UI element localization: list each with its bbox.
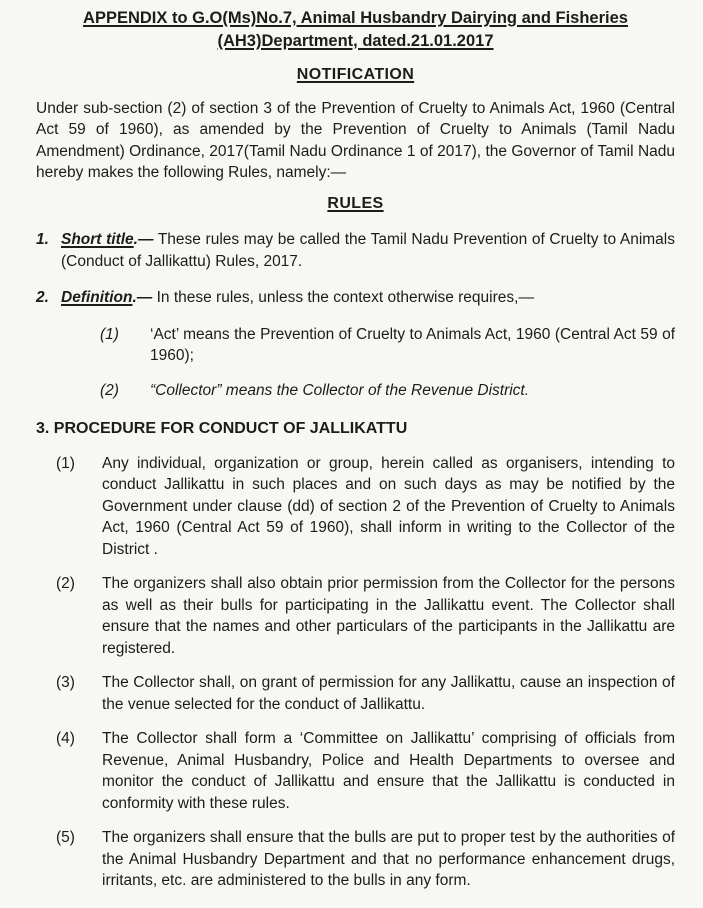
document-title-line2: (AH3)Department, dated.21.01.2017 [217, 32, 494, 50]
section3-item-2 [56, 573, 675, 659]
item-text: The organizers shall also obtain prior permission from the Collector for the persons as well as their bulls for participating in the Jallikattu event. The Collector shall ensure that the names and other particulars of the participants in the Jallikattu are registered. [102, 575, 675, 657]
item-number: (2) [56, 575, 75, 593]
rules-heading: RULES [327, 194, 384, 212]
rule-separator: .— [133, 231, 154, 248]
rule-short-title [36, 229, 675, 272]
document-title [36, 7, 675, 53]
notification-heading: NOTIFICATION [296, 66, 415, 83]
rule-term: Definition [61, 289, 133, 306]
definition-number: (1) [100, 325, 119, 343]
definition-item-act [100, 324, 675, 367]
rule-body [61, 287, 675, 309]
item-number: (4) [56, 730, 75, 748]
item-text: The Collector shall, on grant of permission for any Jallikattu, cause an inspection of the venue selected for the conduct of Jallikattu. [102, 674, 675, 713]
definition-text: ‘Act’ means the Prevention of Cruelty to Animals Act, 1960 (Central Act 59 of 1960); [150, 325, 675, 364]
document-title-line1: APPENDIX to G.O(Ms)No.7, Animal Husbandry Dairying and Fisheries [83, 9, 628, 27]
rule-number: 2. [36, 289, 49, 306]
section3-heading: 3. PROCEDURE FOR CONDUCT OF JALLIKATTU [36, 420, 408, 437]
rule-text: These rules may be called the Tamil Nadu Prevention of Cruelty to Animals (Conduct of Jallikattu) Rules, 2017. [61, 231, 675, 270]
rule-definition [36, 287, 675, 309]
item-number: (1) [56, 454, 75, 472]
item-text: Any individual, organization or group, herein called as organisers, intending to conduct Jallikattu in such places and on such days as may be notified by the Government under clause (dd) of section 2 of the Prevention of Cruelty to Animals Act, 1960 (Central Act 59 of 1960), shall inform in writing to the Collector of the District . [102, 454, 675, 558]
definition-item-collector [100, 380, 675, 402]
section3-item-5 [56, 827, 675, 892]
rule-text: In these rules, unless the context otherwise requires,— [156, 289, 534, 306]
section3-item-3 [56, 672, 675, 715]
intro-paragraph: Under sub-section (2) of section 3 of the Prevention of Cruelty to Animals Act, 1960 (Central Act 59 of 1960), as amended by the Prevention of Cruelty to Animals (Tamil Nadu Amendment) Ordinance, 2017(Tamil Nadu Ordinance 1 of 2017), the Governor of Tamil Nadu hereby makes the following Rules, namely:— [36, 99, 675, 181]
rule-body [61, 229, 675, 272]
rule-separator: .— [132, 289, 153, 306]
section3-item-4 [56, 728, 675, 814]
definition-number: (2) [100, 381, 119, 399]
rule-number: 1. [36, 231, 49, 248]
item-text: The Collector shall form a ‘Committee on Jallikattu’ comprising of officials from Revenue, Animal Husbandry, Police and Health Departments to oversee and monitor the conduct of Jallikattu and ensure that the Jallikattu is conducted in conformity with these rules. [102, 730, 675, 812]
definition-text: “Collector” means the Collector of the Revenue District. [150, 381, 530, 399]
item-number: (5) [56, 829, 75, 847]
item-text: The organizers shall ensure that the bulls are put to proper test by the authorities of the Animal Husbandry Department and that no performance enhancement drugs, irritants, etc. are administered to the bulls in any form. [102, 829, 675, 890]
section3-item-1 [56, 453, 675, 561]
rule-term: Short title [61, 231, 134, 248]
item-number: (3) [56, 674, 75, 692]
